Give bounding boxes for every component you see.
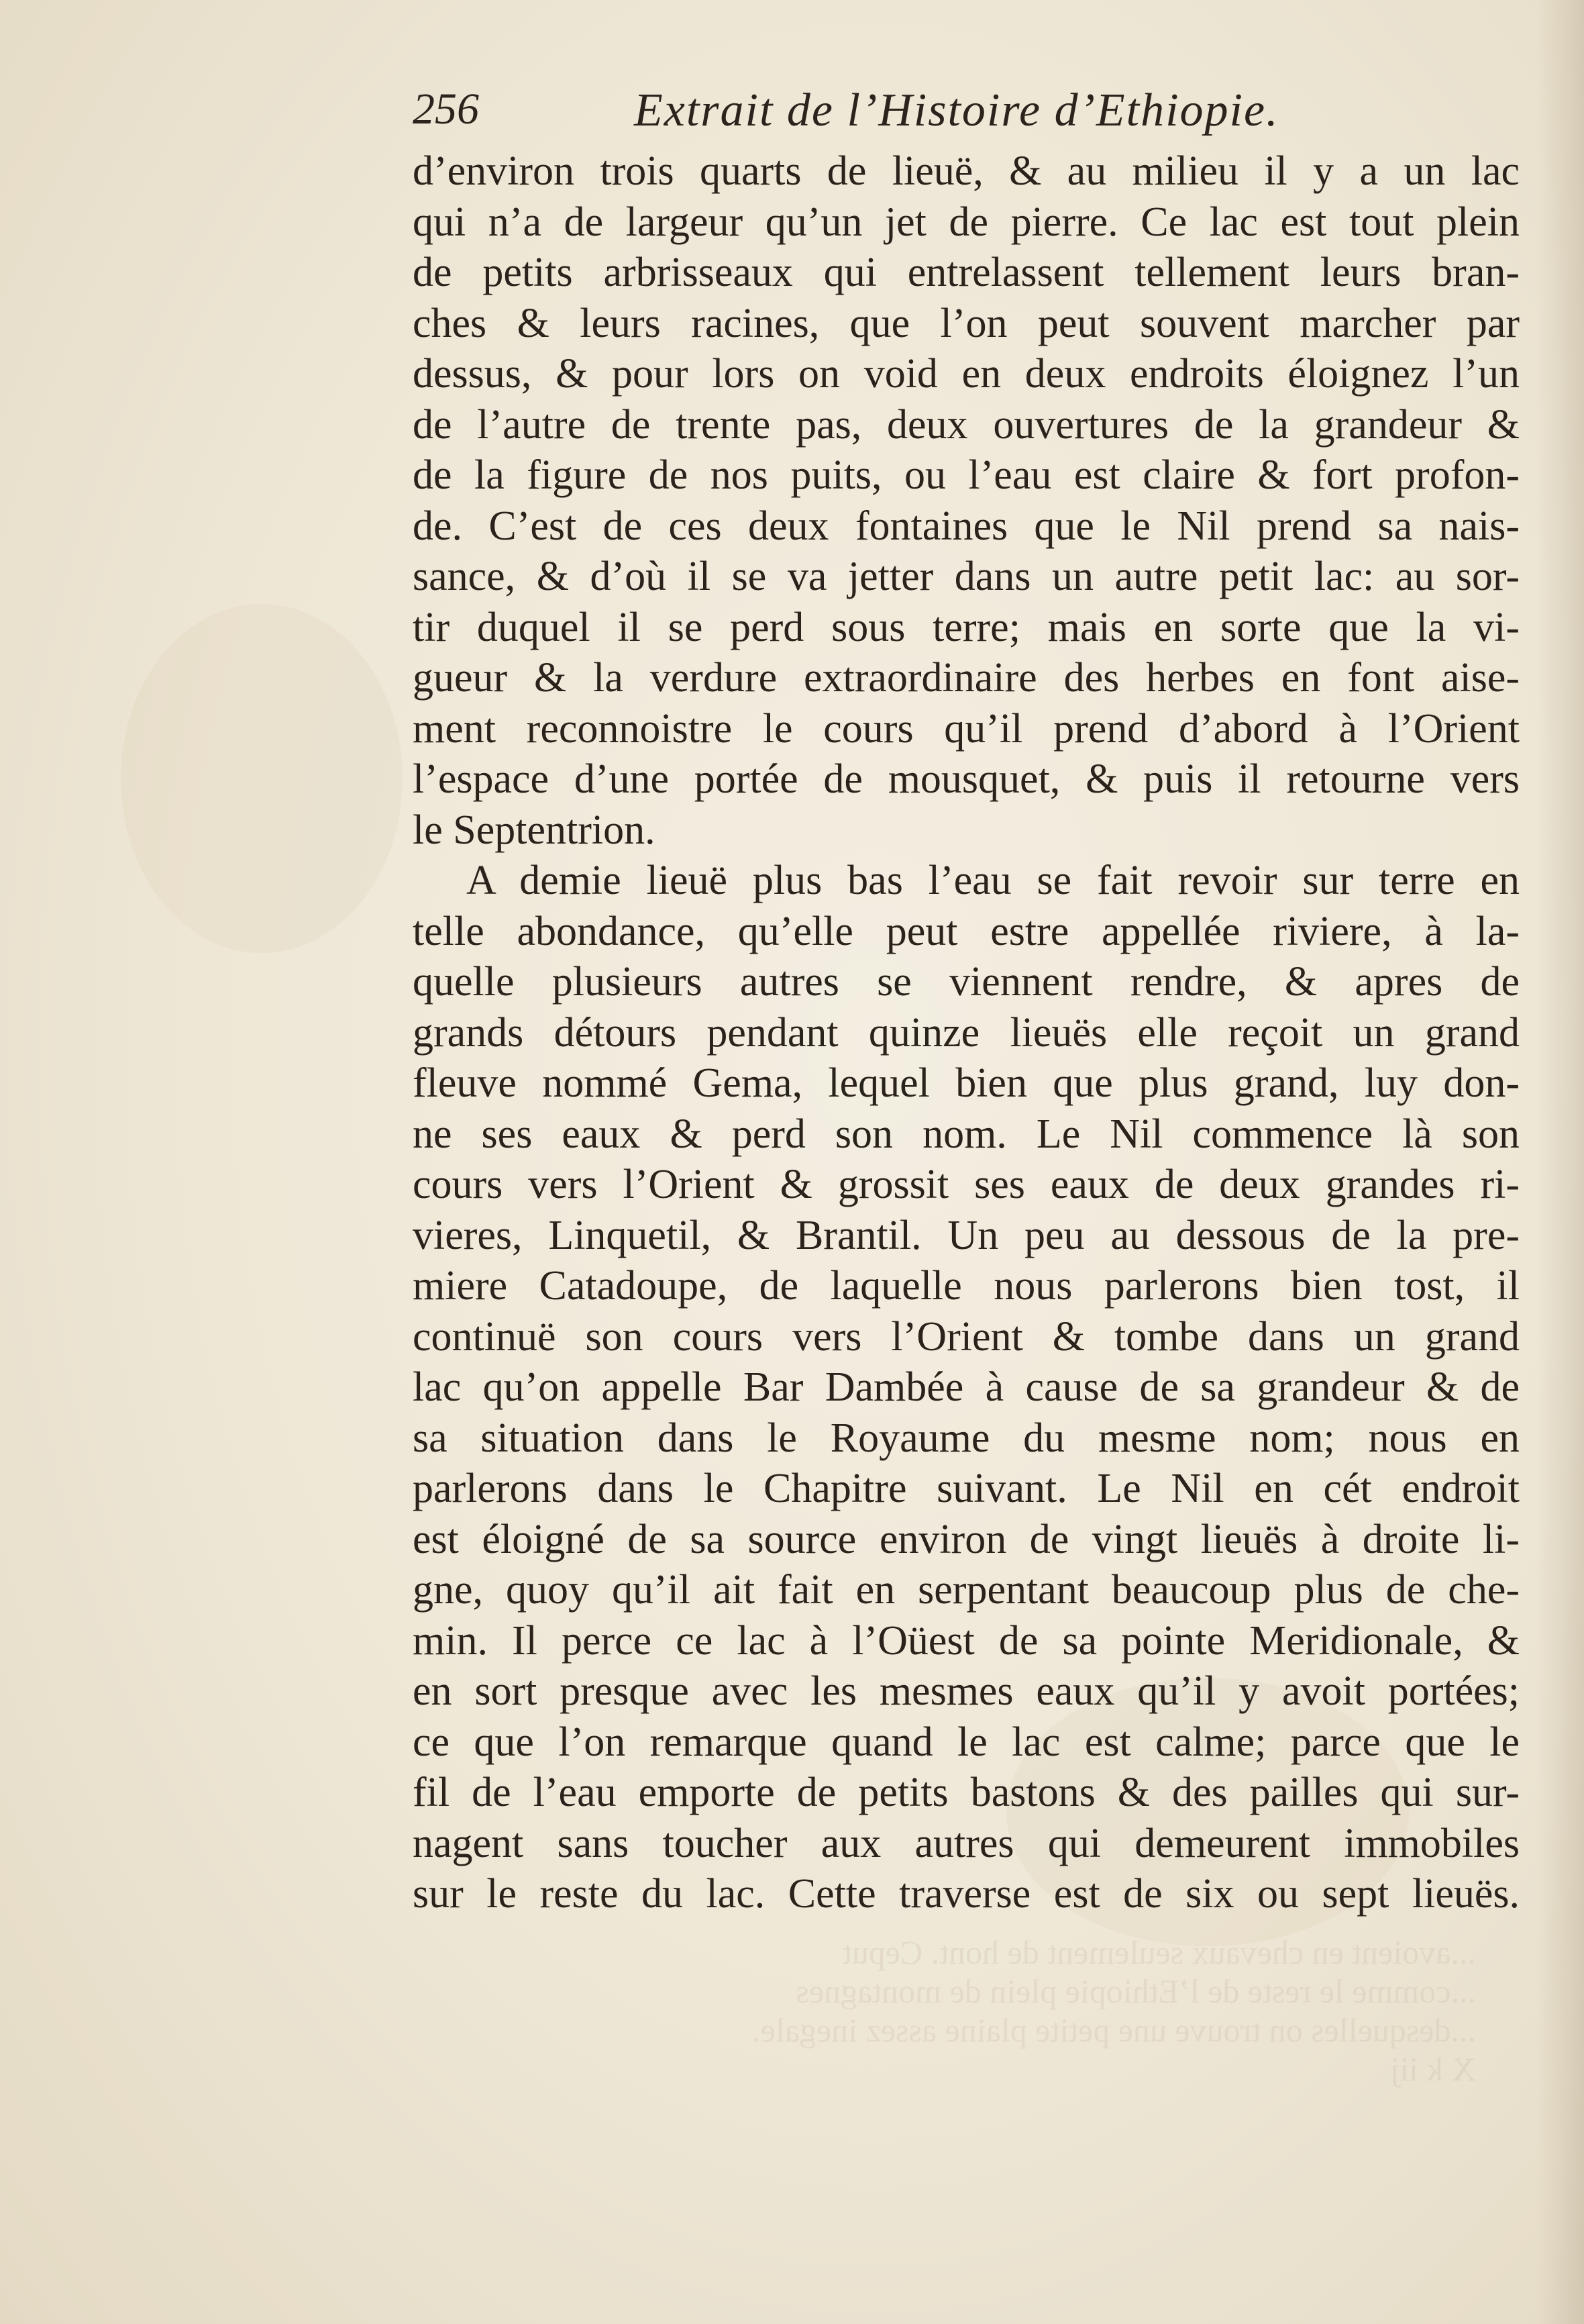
text-line: qui n’a de largeur qu’un jet de pierre. Ce lac est tout plein <box>413 199 1520 245</box>
text-line: sance, & d’où il se va jetter dans un autre petit lac: au sor- <box>413 554 1520 599</box>
text-line: continuë son cours vers l’Orient & tombe dans un grand <box>413 1313 1520 1360</box>
text-line: telle abondance, qu’elle peut estre appellée riviere, à la- <box>413 908 1520 954</box>
bleed-through-line: ...avoient en chevaux seulement de hont. Ceput <box>842 1933 1476 1971</box>
text-line: min. Il perce ce lac à l’Oüest de sa pointe Meridionale, & <box>413 1617 1520 1664</box>
text-line: l’espace d’une portée de mousquet, & puis il retourne vers <box>413 756 1520 802</box>
page-number: 256 <box>413 85 479 134</box>
body-text <box>413 146 1520 1920</box>
text-line: ne ses eaux & perd son nom. Le Nil commence là son <box>413 1111 1520 1157</box>
bleed-through-line: ...desquelles on trouve une petite plaine assez inegale. <box>752 2011 1476 2049</box>
text-line: fleuve nommé Gema, lequel bien que plus grand, luy don- <box>413 1060 1520 1106</box>
paper-stain <box>121 604 403 953</box>
text-line: parlerons dans le Chapitre suivant. Le Nil en cét endroit <box>413 1466 1520 1511</box>
text-line: de. C’est de ces deux fontaines que le Nil prend sa nais- <box>413 503 1520 549</box>
text-line: A demie lieuë plus bas l’eau se fait revoir sur terre en <box>466 858 1520 903</box>
text-line: vieres, Linquetil, & Brantil. Un peu au dessous de la pre- <box>413 1212 1520 1258</box>
text-line: de petits arbrisseaux qui entrelassent tellement leurs bran- <box>413 250 1520 295</box>
text-line: d’environ trois quarts de lieuë, & au milieu il y a un lac <box>413 148 1520 194</box>
text-line: ment reconnoistre le cours qu’il prend d’abord à l’Orient <box>413 705 1520 752</box>
bleed-through-line: ...comme le reste de l’Ethiopie plein de montagnes <box>796 1972 1476 2010</box>
text-line: miere Catadoupe, de laquelle nous parlerons bien tost, il <box>413 1263 1520 1309</box>
text-line: gueur & la verdure extraordinaire des herbes en font aise- <box>413 655 1520 701</box>
gutter-shadow <box>1536 0 1584 2324</box>
text-line: nagent sans toucher aux autres qui demeurent immobiles <box>413 1820 1520 1866</box>
text-line: cours vers l’Orient & grossit ses eaux de deux grandes ri- <box>413 1162 1520 1207</box>
running-title: Extrait de l’Histoire d’Ethiopie. <box>634 85 1279 136</box>
text-line: de l’autre de trente pas, deux ouvertures de la grandeur & <box>413 401 1520 448</box>
text-line: sa situation dans le Royaume du mesme nom; nous en <box>413 1415 1520 1461</box>
text-line: de la figure de nos puits, ou l’eau est claire & fort profon- <box>413 452 1520 498</box>
text-line: en sort presque avec les mesmes eaux qu’il y avoit portées; <box>413 1668 1520 1714</box>
text-line: sur le reste du lac. Cette traverse est de six ou sept lieuës. <box>413 1871 1520 1917</box>
text-line: le Septentrion. <box>413 807 655 853</box>
text-line: gne, quoy qu’il ait fait en serpentant beaucoup plus de che- <box>413 1567 1520 1613</box>
text-line: fil de l’eau emporte de petits bastons & des pailles qui sur- <box>413 1770 1520 1815</box>
text-line: grands détours pendant quinze lieuës elle reçoit un grand <box>413 1009 1520 1056</box>
bleed-through-text <box>752 1933 1476 2088</box>
text-line: tir duquel il se perd sous terre; mais en sorte que la vi- <box>413 604 1520 650</box>
text-line: ches & leurs racines, que l’on peut souvent marcher par <box>413 300 1520 346</box>
text-line: lac qu’on appelle Bar Dambée à cause de sa grandeur & de <box>413 1364 1520 1410</box>
text-line: dessus, & pour lors on void en deux endroits éloignez l’un <box>413 351 1520 397</box>
text-line: est éloigné de sa source environ de vingt lieuës à droite li- <box>413 1516 1520 1562</box>
bleed-through-line: X k iij <box>1390 2050 1476 2088</box>
text-line: ce que l’on remarque quand le lac est calme; parce que le <box>413 1719 1520 1765</box>
text-line: quelle plusieurs autres se viennent rendre, & apres de <box>413 959 1520 1005</box>
